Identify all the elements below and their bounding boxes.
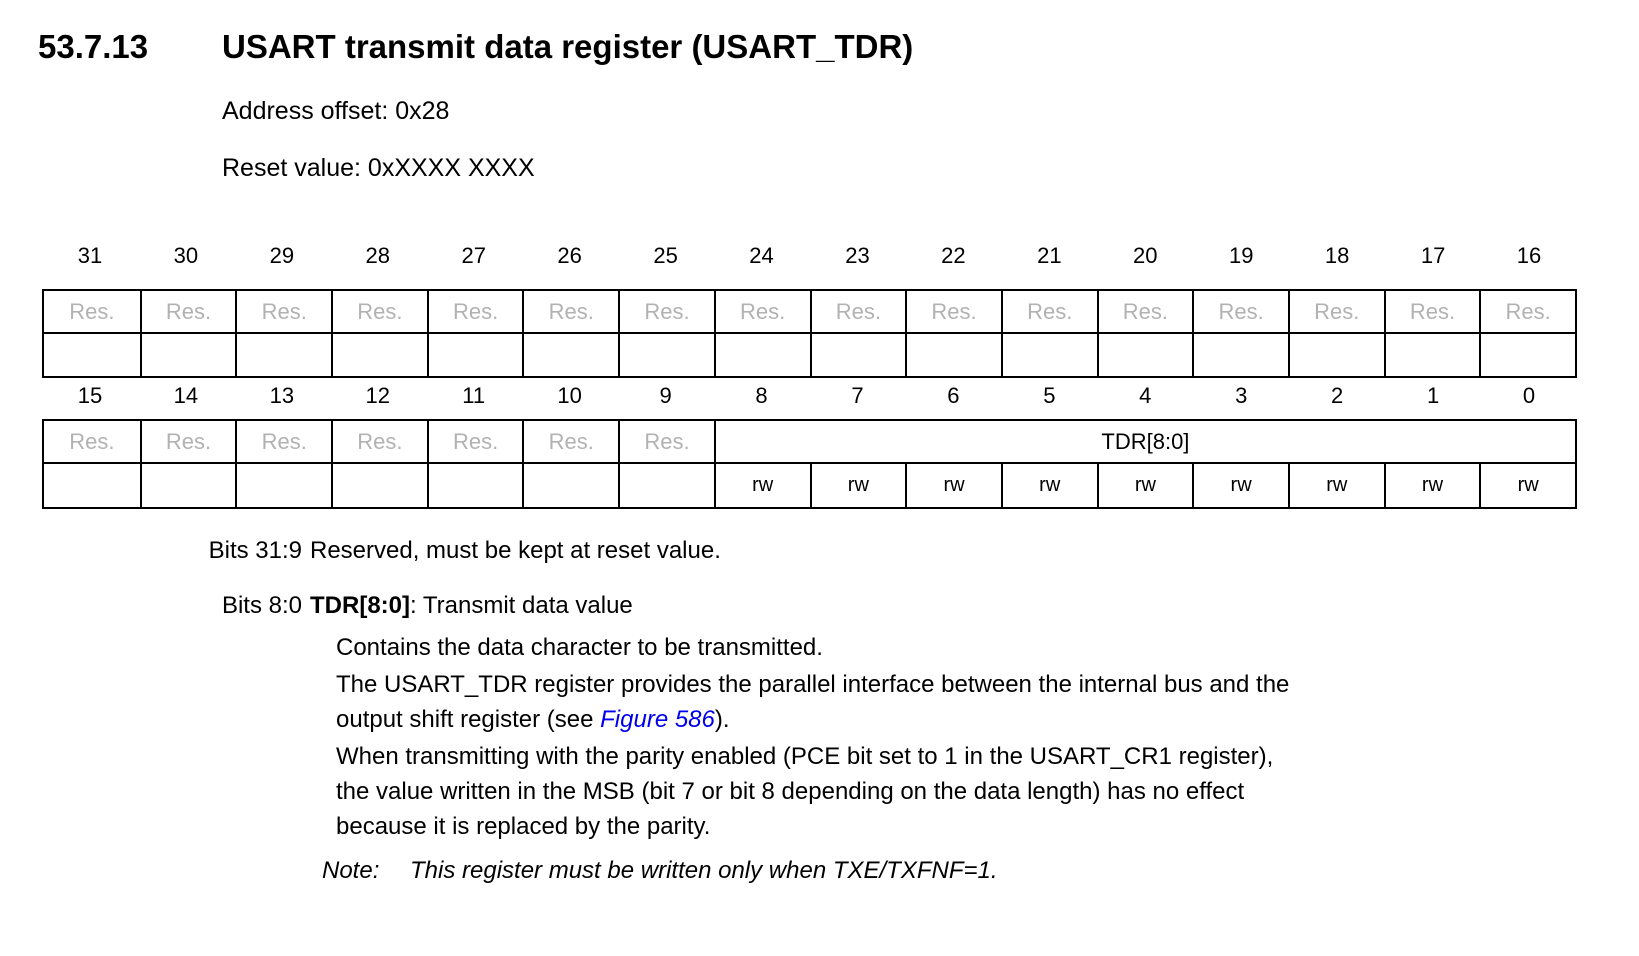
access-type-cell bbox=[905, 332, 1001, 376]
reserved-field-cell: Res. bbox=[427, 421, 523, 462]
bit-description-text bbox=[310, 591, 1580, 846]
description-paragraph bbox=[336, 630, 1580, 665]
access-type-cell bbox=[618, 332, 714, 376]
access-type-cell bbox=[1097, 332, 1193, 376]
access-type-cell bbox=[331, 462, 427, 507]
bit-number-label: 13 bbox=[269, 383, 295, 408]
paragraph-line bbox=[336, 630, 1580, 665]
text-segment: : Transmit data value bbox=[410, 592, 633, 619]
bit-description-paragraphs bbox=[336, 630, 1580, 844]
access-type-cell bbox=[44, 332, 140, 376]
bit-description-heading bbox=[310, 591, 1580, 621]
reserved-field-cell: Res. bbox=[69, 428, 115, 454]
access-type-cell bbox=[522, 462, 618, 507]
access-type-cell: rw bbox=[1001, 462, 1097, 507]
access-type-cell: rw bbox=[1479, 462, 1575, 507]
note-text: This register must be written only when TXE/TXFNF=1. bbox=[410, 857, 998, 884]
reset-value-line: Reset value: 0xXXXX XXXX bbox=[222, 154, 535, 182]
text-segment: because it is replaced by the parity. bbox=[336, 813, 711, 840]
bit-number-label: 20 bbox=[1133, 243, 1158, 268]
access-type-cell: rw bbox=[1192, 462, 1288, 507]
bit-number-label: 6 bbox=[947, 383, 960, 408]
bit-number-label: 8 bbox=[755, 383, 768, 408]
text-segment: TDR[8:0] bbox=[310, 592, 410, 619]
description-paragraph bbox=[336, 739, 1580, 844]
access-type-cell: rw bbox=[714, 462, 810, 507]
section-title: USART transmit data register (USART_TDR) bbox=[222, 28, 914, 65]
access-type-cell bbox=[140, 462, 236, 507]
register-table-high bbox=[42, 289, 1577, 378]
bit-number-label: 29 bbox=[269, 243, 295, 268]
access-type-cell bbox=[44, 462, 140, 507]
access-type-cell bbox=[1384, 332, 1480, 376]
access-type-cell: rw bbox=[1097, 462, 1193, 507]
access-type-cell: rw bbox=[905, 462, 1001, 507]
bit-number-label: 28 bbox=[365, 243, 391, 268]
bit-description-rows bbox=[0, 536, 1580, 846]
bit-number-label: 16 bbox=[1516, 243, 1542, 268]
reserved-field-cell: Res. bbox=[1001, 291, 1097, 332]
bit-number-label: 25 bbox=[653, 243, 678, 268]
access-type-cell bbox=[618, 462, 714, 507]
access-type-cell bbox=[1192, 332, 1288, 376]
bit-range-label: Bits 31:9 bbox=[208, 537, 302, 564]
bit-description-text bbox=[310, 536, 1580, 566]
bit-number-label: 4 bbox=[1139, 383, 1152, 408]
access-type-cell bbox=[235, 332, 331, 376]
paragraph-line bbox=[336, 774, 1580, 809]
section-number: 53.7.13 bbox=[38, 28, 149, 65]
bit-numbers-row-high bbox=[42, 243, 1577, 269]
bit-range-label: Bits 8:0 bbox=[221, 592, 302, 619]
reserved-field-cell: Res. bbox=[427, 291, 523, 332]
figure-586-link[interactable]: Figure 586 bbox=[600, 706, 715, 733]
text-segment: ). bbox=[714, 706, 730, 733]
reserved-field-cell: Res. bbox=[810, 291, 906, 332]
bit-number-label: 19 bbox=[1228, 243, 1254, 268]
reserved-field-cell: Res. bbox=[140, 291, 236, 332]
reserved-field-cell: Res. bbox=[331, 291, 427, 332]
access-type-cell bbox=[1288, 332, 1384, 376]
access-type-cell bbox=[1479, 332, 1575, 376]
reserved-field-cell: Res. bbox=[1097, 291, 1193, 332]
bit-number-label: 14 bbox=[173, 383, 199, 408]
reserved-field-cell: Res. bbox=[140, 421, 236, 462]
bit-number-label: 30 bbox=[173, 243, 199, 268]
description-paragraph bbox=[336, 667, 1580, 737]
access-type-cell bbox=[1001, 332, 1097, 376]
access-type-cell bbox=[427, 462, 523, 507]
access-type-cell bbox=[140, 332, 236, 376]
reserved-field-cell: Res. bbox=[235, 421, 331, 462]
access-type-cell: rw bbox=[1384, 462, 1480, 507]
access-type-cell bbox=[810, 332, 906, 376]
paragraph-line bbox=[336, 739, 1580, 774]
bit-number-label: 26 bbox=[557, 243, 582, 268]
access-type-cell bbox=[427, 332, 523, 376]
paragraph-line bbox=[336, 667, 1580, 702]
text-segment: Contains the data character to be transmitted. bbox=[336, 634, 823, 661]
register-field-cell: TDR[8:0] bbox=[714, 421, 1575, 462]
bit-number-label: 21 bbox=[1037, 243, 1062, 268]
paragraph-line bbox=[336, 809, 1580, 844]
note-label: Note: bbox=[322, 857, 380, 884]
reserved-field-cell: Res. bbox=[1384, 291, 1480, 332]
reserved-field-cell: Res. bbox=[1192, 291, 1288, 332]
text-segment: Reserved, must be kept at reset value. bbox=[310, 537, 721, 564]
register-table-low bbox=[42, 419, 1577, 509]
bit-number-label: 17 bbox=[1420, 243, 1446, 268]
bit-number-label: 7 bbox=[851, 383, 864, 408]
access-type-cell bbox=[714, 332, 810, 376]
note-row bbox=[0, 856, 1580, 886]
bit-number-label: 27 bbox=[461, 243, 486, 268]
bit-descriptions bbox=[0, 536, 1580, 886]
bit-numbers-row-low bbox=[42, 383, 1577, 409]
bit-number-label: 12 bbox=[365, 383, 391, 408]
bit-number-label: 9 bbox=[659, 383, 672, 408]
bit-description-heading bbox=[310, 536, 1580, 566]
access-type-cell bbox=[522, 332, 618, 376]
access-type-cell: rw bbox=[810, 462, 906, 507]
bit-number-label: 18 bbox=[1324, 243, 1350, 268]
bit-number-label: 10 bbox=[557, 383, 582, 408]
text-segment: the value written in the MSB (bit 7 or bit 8 depending on the data length) has no effect bbox=[336, 778, 1245, 805]
address-offset-line: Address offset: 0x28 bbox=[222, 97, 450, 125]
bit-number-label: 1 bbox=[1426, 383, 1440, 408]
reserved-field-cell: Res. bbox=[522, 421, 618, 462]
text-segment: When transmitting with the parity enabled (PCE bit set to 1 in the USART_CR1 register), bbox=[336, 743, 1274, 770]
section-heading bbox=[38, 28, 913, 66]
bit-number-label: 15 bbox=[77, 383, 103, 408]
reserved-field-cell: Res. bbox=[1288, 291, 1384, 332]
bit-number-label: 23 bbox=[845, 243, 870, 268]
bit-number-label: 22 bbox=[941, 243, 966, 268]
reserved-field-cell: Res. bbox=[714, 291, 810, 332]
bit-description-row bbox=[0, 591, 1580, 846]
access-type-cell bbox=[235, 462, 331, 507]
text-segment: output shift register (see bbox=[336, 706, 601, 733]
reserved-field-cell: Res. bbox=[522, 291, 618, 332]
reserved-field-cell: Res. bbox=[905, 291, 1001, 332]
bit-number-label: 2 bbox=[1331, 383, 1344, 408]
reserved-field-cell: Res. bbox=[235, 291, 331, 332]
bit-number-label: 5 bbox=[1043, 383, 1056, 408]
access-type-cell: rw bbox=[1288, 462, 1384, 507]
access-type-cell bbox=[331, 332, 427, 376]
reserved-field-cell: Res. bbox=[69, 298, 115, 324]
reserved-field-cell: Res. bbox=[618, 291, 714, 332]
bit-number-label: 3 bbox=[1235, 383, 1248, 408]
bit-number-label: 0 bbox=[1522, 383, 1536, 408]
text-segment: The USART_TDR register provides the parallel interface between the internal bus and the bbox=[336, 671, 1290, 698]
bit-description-row bbox=[0, 536, 1580, 566]
bit-number-label: 11 bbox=[462, 383, 486, 408]
reserved-field-cell: Res. bbox=[1479, 291, 1575, 332]
paragraph-line bbox=[336, 702, 1580, 737]
bit-number-label: 31 bbox=[77, 243, 103, 268]
reserved-field-cell: Res. bbox=[331, 421, 427, 462]
bit-number-label: 24 bbox=[749, 243, 774, 268]
reserved-field-cell: Res. bbox=[618, 421, 714, 462]
